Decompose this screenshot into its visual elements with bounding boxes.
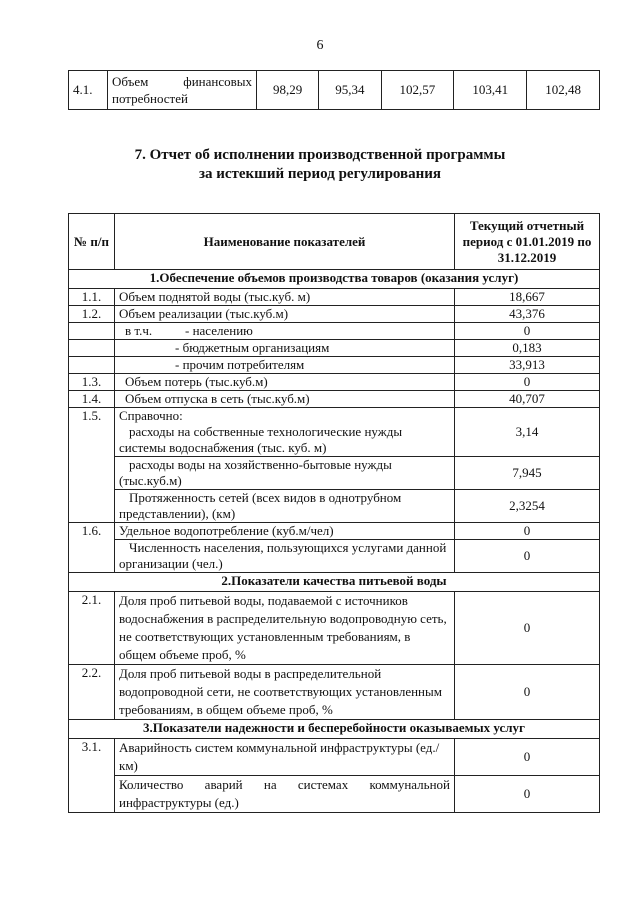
row-number: 1.6. [69, 523, 115, 573]
table-row [69, 665, 600, 720]
report-table [68, 213, 600, 813]
table-row [69, 490, 600, 523]
row-value: 0 [455, 776, 600, 813]
table-row [69, 323, 600, 340]
row-value: 3,14 [455, 408, 600, 457]
table-row [69, 540, 600, 573]
table-row [69, 776, 600, 813]
table-row [69, 71, 600, 110]
row-number: 2.1. [69, 592, 115, 665]
table-header [69, 214, 600, 270]
row-name: - прочим потребителям [115, 357, 455, 374]
table-row [69, 306, 600, 323]
row-name: Аварийность систем коммунальной инфраструктуры (ед./км) [115, 739, 455, 776]
table-row [69, 340, 600, 357]
section-row [69, 270, 600, 289]
row-number: 1.3. [69, 374, 115, 391]
row-number: 1.2. [69, 306, 115, 323]
row-name: расходы воды на хозяйственно-бытовые нужды (тыс.куб.м) [115, 457, 455, 490]
row-name: Доля проб питьевой воды, подаваемой с источников водоснабжения в распределительную водопроводную сеть, не соответствующих установленным требованиям, в общем объеме проб, % [115, 592, 455, 665]
row-value: 0 [455, 523, 600, 540]
row-value: 43,376 [455, 306, 600, 323]
row-number: 1.5. [69, 408, 115, 523]
row-name: Объем потерь (тыс.куб.м) [115, 374, 455, 391]
row-name-text: - населению [185, 323, 253, 338]
section-row [69, 573, 600, 592]
value-cell: 95,34 [319, 71, 381, 110]
section-title: 1.Обеспечение объемов производства товаров (оказания услуг) [69, 270, 600, 289]
heading-line1: 7. Отчет об исполнении производственной программы [134, 147, 506, 163]
row-number: 2.2. [69, 665, 115, 720]
row-name: Доля проб питьевой воды в распределительной водопроводной сети, не соответствующих установленным требованиям, в общем объеме проб, % [115, 665, 455, 720]
row-number: 3.1. [69, 739, 115, 813]
row-name: Объем реализации (тыс.куб.м) [115, 306, 455, 323]
row-value: 0 [455, 739, 600, 776]
table-row [69, 391, 600, 408]
top-table [68, 70, 600, 110]
value-cell: 98,29 [257, 71, 319, 110]
row-value: 18,667 [455, 289, 600, 306]
table-row [69, 374, 600, 391]
table-row [69, 457, 600, 490]
row-value: 0 [455, 540, 600, 573]
value-cell: 103,41 [454, 71, 527, 110]
row-value: 2,3254 [455, 490, 600, 523]
table-row [69, 357, 600, 374]
row-name: Объем поднятой воды (тыс.куб. м) [115, 289, 455, 306]
row-name [115, 323, 455, 340]
row-value: 33,913 [455, 357, 600, 374]
row-value: 0 [455, 592, 600, 665]
row-name [108, 71, 257, 110]
row-name-line1: Объем финансовых [112, 74, 252, 89]
table-row [69, 592, 600, 665]
row-value: 0 [455, 374, 600, 391]
heading-line2: за истекший период регулирования [198, 166, 442, 182]
row-label: Справочно: [119, 408, 183, 423]
section-row [69, 720, 600, 739]
header-period: Текущий отчетный период с 01.01.2019 по 31.12.2019 [455, 214, 600, 270]
table-row [69, 408, 600, 457]
row-value: 7,945 [455, 457, 600, 490]
row-name-line2: потребностей [112, 91, 188, 106]
value-cell: 102,57 [381, 71, 454, 110]
table-row [69, 523, 600, 540]
row-number: 1.4. [69, 391, 115, 408]
row-name [115, 408, 455, 457]
section-title: 2.Показатели качества питьевой воды [69, 573, 600, 592]
section-title: 3.Показатели надежности и бесперебойности оказываемых услуг [69, 720, 600, 739]
table-row [69, 289, 600, 306]
page-number: 6 [316, 38, 324, 53]
row-value: 0,183 [455, 340, 600, 357]
row-name: Удельное водопотребление (куб.м/чел) [115, 523, 455, 540]
row-value: 0 [455, 665, 600, 720]
row-name: Количество аварий на системах коммунальной инфраструктуры (ед.) [115, 776, 455, 813]
row-value: 0 [455, 323, 600, 340]
header-name: Наименование показателей [115, 214, 455, 270]
row-name: - бюджетным организациям [115, 340, 455, 357]
row-name: Объем отпуска в сеть (тыс.куб.м) [115, 391, 455, 408]
row-name: Численность населения, пользующихся услугами данной организации (чел.) [115, 540, 455, 573]
row-number: 1.1. [69, 289, 115, 306]
row-name-text: расходы на собственные технологические нужды системы водоснабжения (тыс. куб. м) [119, 424, 403, 455]
value-cell: 102,48 [527, 71, 600, 110]
row-name: Протяженность сетей (всех видов в однотрубном представлении), (км) [115, 490, 455, 523]
table-row [69, 739, 600, 776]
header-num: № п/п [69, 214, 115, 270]
row-number: 4.1. [69, 71, 108, 110]
row-value: 40,707 [455, 391, 600, 408]
section-heading [0, 146, 640, 184]
row-prefix: в т.ч. [125, 323, 153, 338]
